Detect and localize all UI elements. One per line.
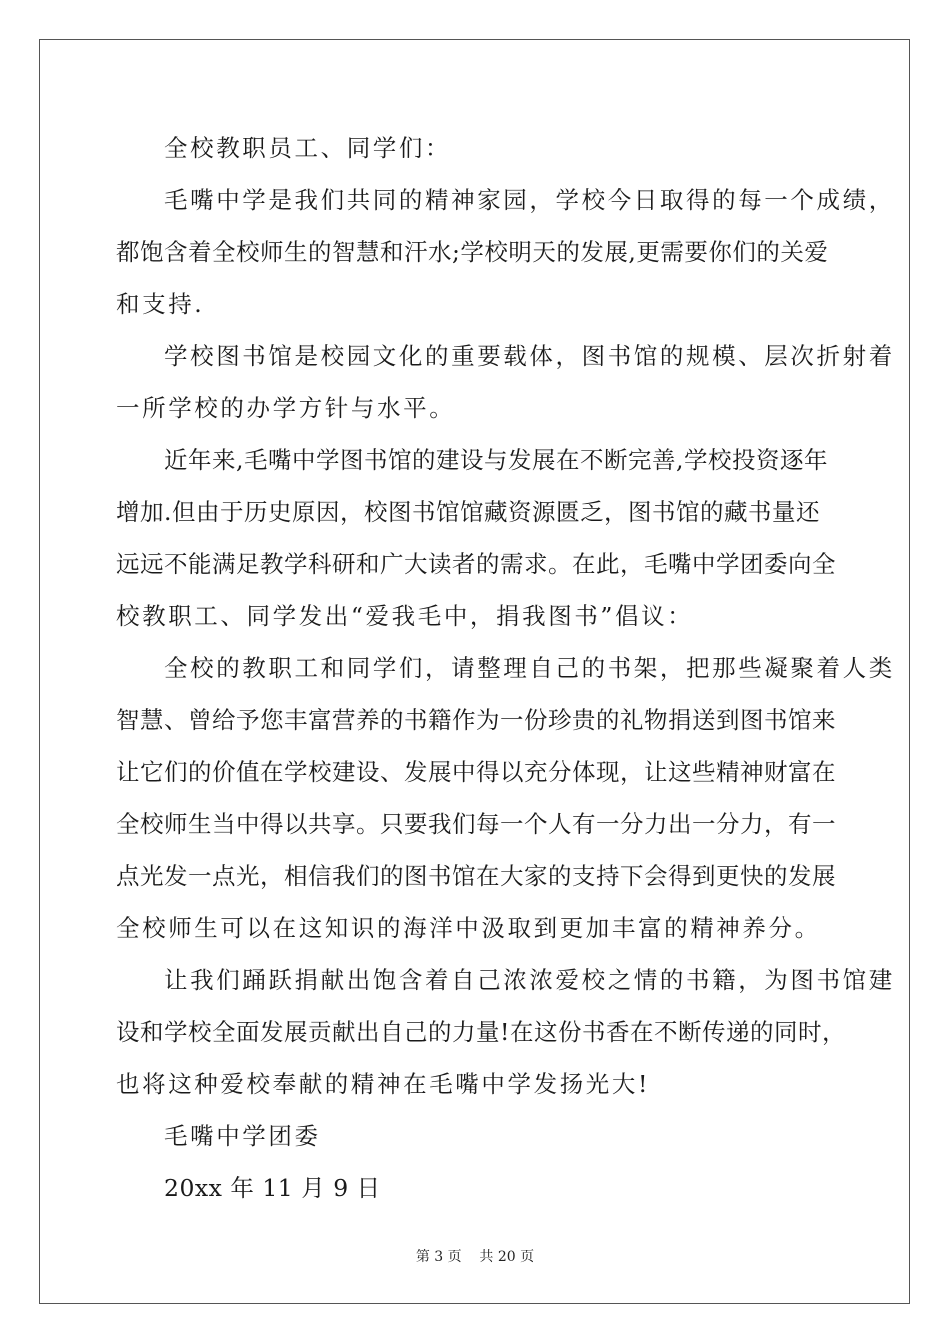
paragraph-line: 校教职工、同学发出“爱我毛中，捐我图书”倡议： [116,602,694,630]
document-body [116,128,895,1220]
paragraph-line: 都饱含着全校师生的智慧和汗水;学校明天的发展,更需要你们的关爱 [116,238,829,266]
paragraph-line: 让我们踊跃捐献出饱含着自己浓浓爱校之情的书籍，为图书馆建 [164,966,895,994]
paragraph-line: 增加.但由于历史原因，校图书馆馆藏资源匮乏，图书馆的藏书量还 [116,498,820,526]
paragraph-line: 全校师生可以在这知识的海洋中汲取到更加丰富的精神养分。 [116,914,821,942]
paragraph-line: 点光发一点光，相信我们的图书馆在大家的支持下会得到更快的发展 [116,862,836,890]
paragraph-line: 近年来,毛嘴中学图书馆的建设与发展在不断完善,学校投资逐年 [164,446,828,474]
paragraph-line: 也将这种爱校奉献的精神在毛嘴中学发扬光大! [116,1070,651,1098]
salutation: 全校教职员工、同学们： [164,134,452,162]
paragraph-line: 设和学校全面发展贡献出自己的力量!在这份书香在不断传递的同时， [116,1018,846,1046]
paragraph-line: 远远不能满足教学科研和广大读者的需求。在此，毛嘴中学团委向全 [116,550,836,578]
paragraph-line: 全校的教职工和同学们，请整理自己的书架，把那些凝聚着人类 [164,654,895,682]
page-footer: 第 3 页 共 20 页 [415,1249,535,1265]
paragraph-line: 全校师生当中得以共享。只要我们每一个人有一分力出一分力，有一 [116,810,836,838]
paragraph-line: 学校图书馆是校园文化的重要载体，图书馆的规模、层次折射着 [164,342,895,370]
paragraph-line: 和支持. [116,290,205,318]
paragraph-line: 一所学校的办学方针与水平。 [116,394,456,422]
date: 20xx 年 11 月 9 日 [164,1174,381,1202]
paragraph-line: 毛嘴中学是我们共同的精神家园，学校今日取得的每一个成绩， [164,186,895,214]
signature: 毛嘴中学团委 [164,1122,321,1150]
paragraph-line: 智慧、曾给予您丰富营养的书籍作为一份珍贵的礼物捐送到图书馆来 [116,706,836,734]
paragraph-line: 让它们的价值在学校建设、发展中得以充分体现，让这些精神财富在 [116,758,836,786]
